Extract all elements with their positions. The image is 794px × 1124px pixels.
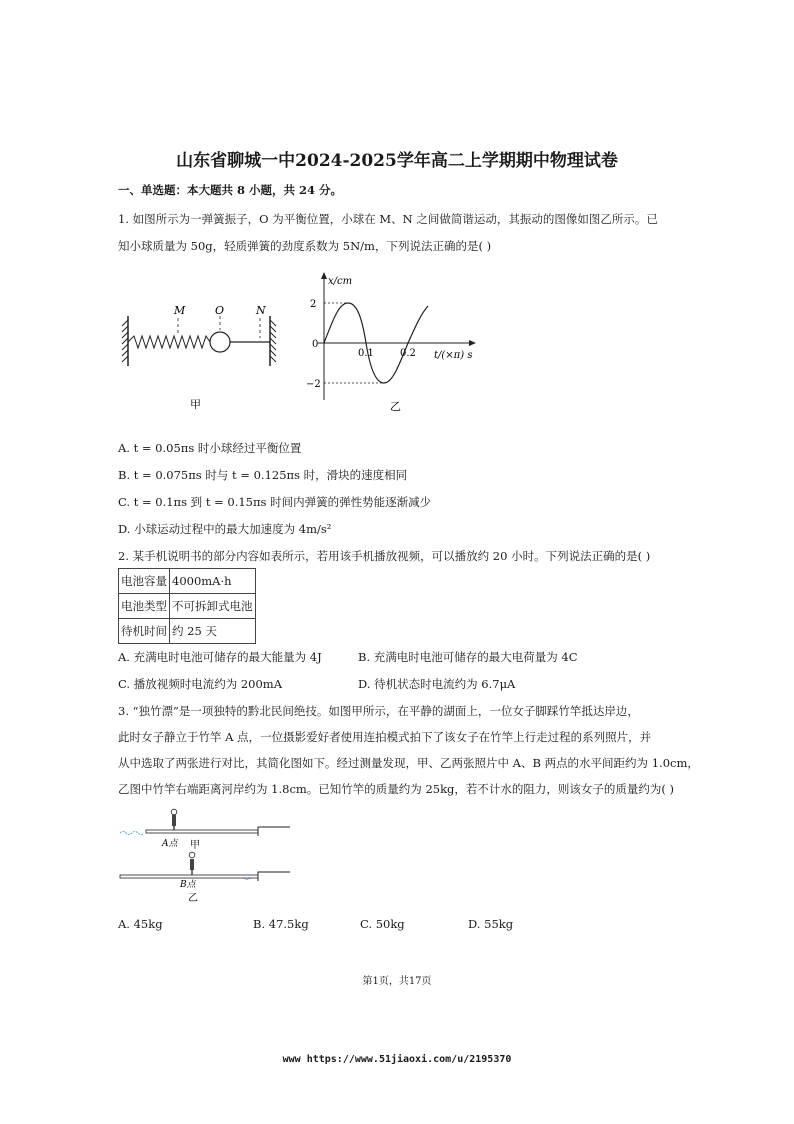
- q2-stem: 2. 某手机说明书的部分内容如表所示，若用该手机播放视频，可以播放约 20 小时。下列说法正确的是( ): [118, 549, 651, 563]
- caption-jia: 甲: [190, 398, 201, 411]
- q1-figure-vibration-graph: [300, 270, 500, 415]
- section-heading: 一、单选题：本大题共 8 小题，共 24 分。: [118, 183, 343, 197]
- table-cell: 电池类型: [119, 594, 170, 619]
- q3-stem-line4: 乙图中竹竿右端距离河岸约为 1.8cm。已知竹竿的质量约为 25kg，若不计水的阻力，则该女子的质量约为( ): [118, 782, 675, 796]
- q1-stem-line1: 1. 如图所示为一弹簧振子，O 为平衡位置，小球在 M、N 之间做简谐运动，其振动的图像如图乙所示。已: [118, 212, 658, 226]
- table-cell: 待机时间: [119, 619, 170, 644]
- caption-yi: 乙: [390, 400, 401, 413]
- q2-option-c: C. 播放视频时电流约为 200mA: [118, 677, 283, 691]
- table-cell: 4000mA·h: [170, 569, 256, 594]
- table-row: [119, 619, 256, 644]
- x-tick-02: 0.2: [400, 348, 416, 359]
- watermark-url: www https://www.51jiaoxi.com/u/2195370: [282, 1054, 512, 1065]
- label-point-b: B点: [180, 880, 196, 890]
- label-n: N: [256, 304, 266, 317]
- q1-option-d: D. 小球运动过程中的最大加速度为 4m/s²: [118, 522, 332, 536]
- y-axis-label: x/cm: [328, 276, 353, 287]
- label-o: O: [215, 304, 225, 317]
- q1-option-c: C. t = 0.1πs 到 t = 0.15πs 时间内弹簧的弹性势能逐渐减少: [118, 495, 432, 509]
- q3-stem-line1: 3. “独竹漂”是一项独特的黔北民间绝技。如图甲所示，在平静的湖面上，一位女子脚踩竹竿抵达岸边，: [118, 704, 639, 718]
- q3-option-d: D. 55kg: [468, 917, 514, 931]
- q1-stem-line2: 知小球质量为 50g，轻质弹簧的劲度系数为 5N/m，下列说法正确的是( ): [118, 239, 492, 253]
- q3-stem-line3: 从中选取了两张进行对比，其简化图如下。经过测量发现，甲、乙两张照片中 A、B 两点的水平间距约为 1.0cm，: [118, 756, 699, 770]
- page-number: 第1页，共17页: [362, 976, 432, 987]
- y-tick-neg2: −2: [306, 379, 321, 390]
- x-tick-01: 0.1: [358, 348, 374, 359]
- q1-option-a: A. t = 0.05πs 时小球经过平衡位置: [118, 441, 302, 455]
- q3-figure-bamboo-raft: [118, 806, 298, 906]
- q1-figure-spring-oscillator: [118, 266, 298, 416]
- q2-options-row2: [118, 676, 515, 692]
- q3-options-row: [118, 917, 513, 931]
- q3-option-c: C. 50kg: [360, 917, 405, 931]
- table-row: [119, 594, 256, 619]
- y-tick-2: 2: [310, 299, 317, 310]
- battery-spec-table: [118, 568, 256, 644]
- q3-option-a: A. 45kg: [118, 917, 163, 931]
- q2-option-a: A. 充满电时电池可储存的最大能量为 4J: [118, 650, 322, 664]
- x-axis-label: t/(×π) s: [434, 350, 473, 361]
- table-cell: 不可拆卸式电池: [170, 594, 256, 619]
- q3-option-b: B. 47.5kg: [253, 917, 309, 931]
- q1-option-b: B. t = 0.075πs 时与 t = 0.125πs 时，滑块的速度相同: [118, 468, 408, 482]
- caption-fig-jia: 甲: [190, 840, 200, 851]
- table-cell: 约 25 天: [170, 619, 256, 644]
- page-title: 山东省聊城一中2024-2025学年高二上学期期中物理试卷: [176, 151, 618, 171]
- q2-option-d: D. 待机状态时电流约为 6.7μA: [358, 677, 516, 691]
- q2-options-row1: [118, 649, 578, 665]
- y-tick-0: 0: [312, 339, 319, 350]
- q2-option-b: B. 充满电时电池可储存的最大电荷量为 4C: [358, 650, 578, 664]
- table-row: [119, 569, 256, 594]
- label-point-a: A点: [162, 839, 178, 849]
- table-cell: 电池容量: [119, 569, 170, 594]
- caption-fig-yi: 乙: [188, 893, 198, 904]
- label-m: M: [174, 304, 186, 317]
- q3-stem-line2: 此时女子静立于竹竿 A 点，一位摄影爱好者使用连拍模式拍下了该女子在竹竿上行走过程的系列照片，并: [118, 730, 652, 744]
